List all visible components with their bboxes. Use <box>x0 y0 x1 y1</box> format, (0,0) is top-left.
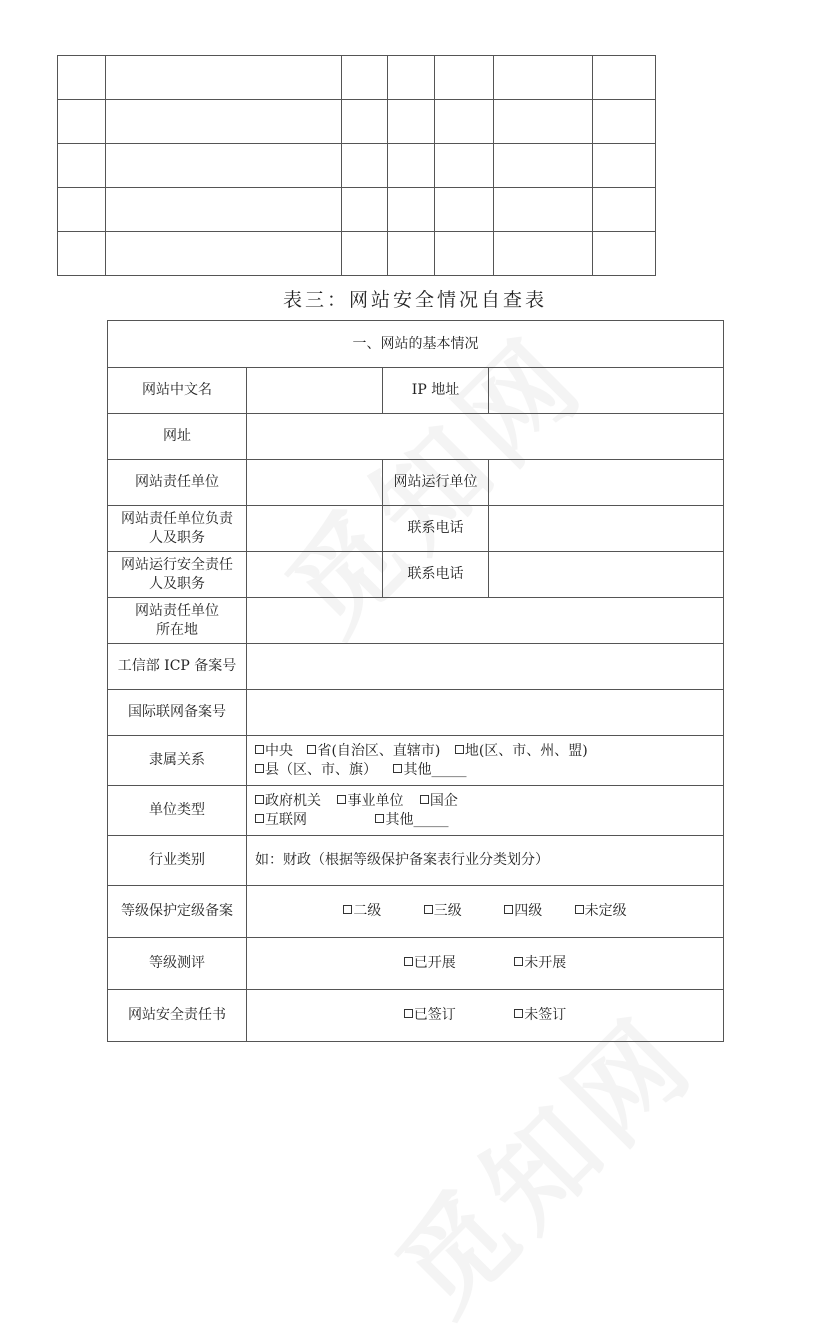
checkbox-eval-done[interactable]: 已开展 <box>404 955 456 971</box>
cell[interactable] <box>106 144 342 188</box>
checkbox-province[interactable]: 省(自治区、直辖市) <box>307 743 440 759</box>
cell[interactable] <box>388 232 435 276</box>
label-resp-person <box>108 506 247 552</box>
checkbox-grade-none[interactable]: 未定级 <box>575 903 627 919</box>
cell[interactable] <box>106 100 342 144</box>
label-industry: 行业类别 <box>108 836 247 886</box>
label-line: 所在地 <box>156 621 198 638</box>
label-line: 网站运行安全责任 <box>121 556 233 573</box>
cell[interactable] <box>494 144 593 188</box>
cell[interactable] <box>435 188 494 232</box>
cell[interactable] <box>58 188 106 232</box>
cell[interactable] <box>58 100 106 144</box>
checkbox-grade-3[interactable]: 三级 <box>424 903 462 919</box>
checkbox-prefecture[interactable]: 地(区、市、州、盟) <box>455 743 588 759</box>
cell[interactable] <box>388 144 435 188</box>
cell[interactable] <box>494 56 593 100</box>
label-op-unit: 网站运行单位 <box>383 460 489 506</box>
label-line: 人及职务 <box>149 575 205 592</box>
cell[interactable] <box>58 232 106 276</box>
checkbox-gov[interactable]: 政府机关 <box>255 793 321 809</box>
label-url: 网址 <box>108 414 247 460</box>
cell[interactable] <box>593 56 656 100</box>
cell[interactable] <box>593 144 656 188</box>
cell[interactable] <box>388 188 435 232</box>
cell[interactable] <box>435 144 494 188</box>
label-icp: 工信部 ICP 备案号 <box>108 644 247 690</box>
cell[interactable] <box>593 232 656 276</box>
grade-options <box>247 886 724 938</box>
cell[interactable] <box>342 232 388 276</box>
field-industry[interactable]: 如：财政（根据等级保护备案表行业分类划分） <box>247 836 724 886</box>
cell[interactable] <box>388 100 435 144</box>
other-blank[interactable]: _____ <box>431 761 467 778</box>
cell[interactable] <box>435 56 494 100</box>
cell[interactable] <box>342 100 388 144</box>
letter-options <box>247 990 724 1042</box>
label-location <box>108 598 247 644</box>
label-grade-eval: 等级测评 <box>108 938 247 990</box>
field-intl[interactable] <box>247 690 724 736</box>
label-line: 人及职务 <box>149 529 205 546</box>
table-row <box>58 188 656 232</box>
cell[interactable] <box>106 56 342 100</box>
section-header: 一、网站的基本情况 <box>108 321 724 368</box>
checkbox-other[interactable]: 其他 <box>393 762 431 778</box>
checkbox-central[interactable]: 中央 <box>255 743 293 759</box>
label-sec-letter: 网站安全责任书 <box>108 990 247 1042</box>
cell[interactable] <box>494 100 593 144</box>
table-row <box>58 232 656 276</box>
cell[interactable] <box>593 100 656 144</box>
checkbox-county[interactable]: 县（区、市、旗） <box>255 762 377 778</box>
cell[interactable] <box>388 56 435 100</box>
cell[interactable] <box>58 144 106 188</box>
label-intl: 国际联网备案号 <box>108 690 247 736</box>
label-ip: IP 地址 <box>383 368 489 414</box>
unit-type-options <box>247 786 724 836</box>
field-op-unit[interactable] <box>489 460 724 506</box>
table-row <box>58 56 656 100</box>
label-affiliation: 隶属关系 <box>108 736 247 786</box>
label-unit-type: 单位类型 <box>108 786 247 836</box>
label-phone-2: 联系电话 <box>383 552 489 598</box>
affiliation-options <box>247 736 724 786</box>
field-icp[interactable] <box>247 644 724 690</box>
field-url[interactable] <box>247 414 724 460</box>
checkbox-soe[interactable]: 国企 <box>420 793 458 809</box>
website-security-checklist <box>107 320 724 1042</box>
label-cn-name: 网站中文名 <box>108 368 247 414</box>
field-resp-unit[interactable] <box>247 460 383 506</box>
cell[interactable] <box>106 188 342 232</box>
field-location[interactable] <box>247 598 724 644</box>
label-grade-filing: 等级保护定级备案 <box>108 886 247 938</box>
cell[interactable] <box>593 188 656 232</box>
field-phone-1[interactable] <box>489 506 724 552</box>
checkbox-letter-signed[interactable]: 已签订 <box>404 1007 456 1023</box>
cell[interactable] <box>494 188 593 232</box>
other-blank[interactable]: _____ <box>413 811 449 828</box>
cell[interactable] <box>435 232 494 276</box>
checkbox-other-type[interactable]: 其他 <box>375 812 413 828</box>
checkbox-internet[interactable]: 互联网 <box>255 812 307 828</box>
cell[interactable] <box>106 232 342 276</box>
label-line: 网站责任单位 <box>135 602 219 619</box>
cell[interactable] <box>342 188 388 232</box>
checkbox-letter-not[interactable]: 未签订 <box>514 1007 566 1023</box>
table-caption: 表三：网站安全情况自查表 <box>282 289 547 311</box>
cell[interactable] <box>435 100 494 144</box>
checkbox-eval-not[interactable]: 未开展 <box>514 955 566 971</box>
field-ip[interactable] <box>489 368 724 414</box>
field-phone-2[interactable] <box>489 552 724 598</box>
label-resp-unit: 网站责任单位 <box>108 460 247 506</box>
field-sec-person[interactable] <box>247 552 383 598</box>
checkbox-grade-2[interactable]: 二级 <box>343 903 381 919</box>
cell[interactable] <box>342 56 388 100</box>
label-line: 网站责任单位负责 <box>121 510 233 527</box>
table-row <box>58 144 656 188</box>
label-sec-person <box>108 552 247 598</box>
checkbox-grade-4[interactable]: 四级 <box>504 903 542 919</box>
label-phone-1: 联系电话 <box>383 506 489 552</box>
cell[interactable] <box>494 232 593 276</box>
checkbox-inst[interactable]: 事业单位 <box>337 793 403 809</box>
field-cn-name[interactable] <box>247 368 383 414</box>
table-row <box>58 100 656 144</box>
cell[interactable] <box>342 144 388 188</box>
continued-table <box>57 55 656 276</box>
cell[interactable] <box>58 56 106 100</box>
field-resp-person[interactable] <box>247 506 383 552</box>
eval-options <box>247 938 724 990</box>
